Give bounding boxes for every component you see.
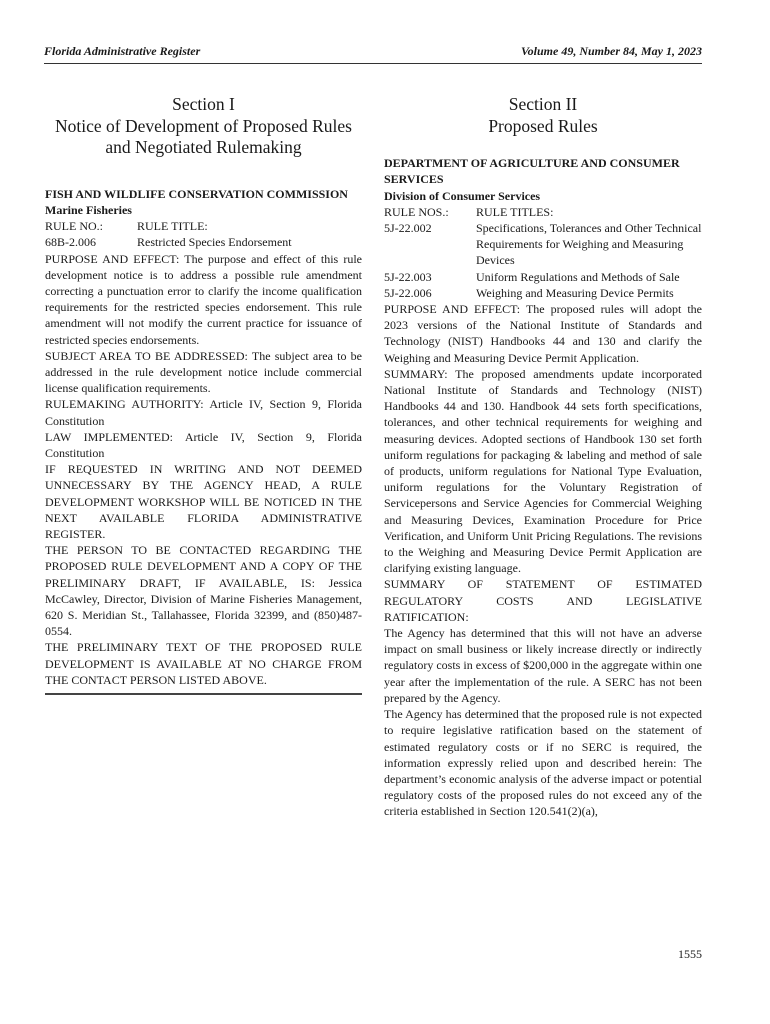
section-ii-heading xyxy=(384,94,702,137)
right-column xyxy=(384,94,702,820)
subject-area-paragraph: SUBJECT AREA TO BE ADDRESSED: The subject area to be addressed in the rule development notice include commercial license qualification requirements. xyxy=(45,348,362,396)
division-name: Division of Consumer Services xyxy=(384,188,541,203)
preliminary-text-paragraph: THE PRELIMINARY TEXT OF THE PROPOSED RULE DEVELOPMENT IS AVAILABLE AT NO CHARGE FROM THE CONTACT PERSON LISTED ABOVE. xyxy=(45,640,362,687)
ratification-paragraph: The Agency has determined that the proposed rule is not expected to require legislative ratification based on the statement of estimated regulatory costs or if no SERC is required, the information expressly relied upon and described herein: The department’s economic analysis of the adverse impact or potential regulatory costs of the proposed rules do not exceed any of the criteria established in Section 120.541(2)(a), xyxy=(384,707,702,819)
section-title-line: Section II xyxy=(508,94,578,114)
purpose-paragraph: PURPOSE AND EFFECT: The purpose and effect of this rule development notice is to address a possible rule amendment correcting a punctuation error to clarify the income qualification requirements for the restricted species endorsement. This rule amendment will not modify the current practice for issuance of restricted species endorsements. xyxy=(45,251,362,347)
rule-labels-row xyxy=(384,204,702,220)
workshop-notice: IF REQUESTED IN WRITING AND NOT DEEMED UNNECESSARY BY THE AGENCY HEAD, A RULE DEVELOPMENT WORKSHOP WILL BE NOTICED IN THE NEXT AVAILABLE FLORIDA ADMINISTRATIVE REGISTER. xyxy=(45,462,362,542)
rule-title: Uniform Regulations and Methods of Sale xyxy=(476,269,680,284)
rule-title-label: RULE TITLE: xyxy=(137,219,208,234)
section-title-line: Notice of Development of Proposed Rules xyxy=(55,115,352,136)
serc-paragraph: The Agency has determined that this will not have an adverse impact on small business or likely increase directly or indirectly regulatory costs in excess of $200,000 in the aggregate within one year after the implementation of the rule. A SERC has not been prepared by the Agency. xyxy=(384,626,702,705)
notice-end-rule xyxy=(45,693,362,695)
contact-paragraph: THE PERSON TO BE CONTACTED REGARDING THE PROPOSED RULE DEVELOPMENT AND A COPY OF THE PRELIMINARY DRAFT, IF AVAILABLE, IS: Jessica McCawley, Director, Division of Marine Fisheries Management, 620 S. Meridian St., Tallahassee, Florida 32399, and (850)487-0554. xyxy=(45,543,362,639)
summary-paragraph: SUMMARY: The proposed amendments update incorporated National Institute of Standards and Technology (NIST) Handbooks 44 and 130. Handbook 44 sets forth specifications, tolerances, and other technical requirements for weighing and measuring devices. Adopted sections of Handbook 130 set forth uniform regulations for packaging & labeling and method of sale of products, uniform regulations for National Type Evaluation, uniform regulations for the Voluntary Registration of Servicepersons and Service Agencies for Commercial Weighing and Measuring Devices, Examination Procedure for Price Verification, and Uniform Unit Pricing Regulations. The revisions to the Weighing and Measuring Device Permit Application are clarifying existing language. xyxy=(384,366,702,576)
agency-name: DEPARTMENT OF AGRICULTURE AND CONSUMER SERVICES xyxy=(384,156,680,187)
serc-heading: SUMMARY OF STATEMENT OF ESTIMATED REGULATORY COSTS AND LEGISLATIVE xyxy=(384,577,702,608)
rule-number: 5J-22.002 xyxy=(384,221,432,235)
section-title-line: Section I xyxy=(172,94,235,114)
section-title-line: Proposed Rules xyxy=(488,115,598,136)
header-rule xyxy=(44,63,702,64)
rule-labels-row xyxy=(45,218,362,234)
law-implemented: LAW IMPLEMENTED: Article IV, Section 9, Florida Constitution xyxy=(45,429,362,461)
purpose-paragraph: PURPOSE AND EFFECT: The proposed rules will adopt the 2023 versions of the National Institute of Standards and Technology (NIST) Handbooks 44 and 130 and clarify the Weighing and Measuring Device Permit Application. xyxy=(384,302,702,365)
rule-row xyxy=(384,285,702,301)
rule-number: 68B-2.006 xyxy=(45,235,96,250)
agency-name: FISH AND WILDLIFE CONSERVATION COMMISSION xyxy=(45,186,348,201)
rule-title: Weighing and Measuring Device Permits xyxy=(476,285,674,300)
rule-no-label: RULE NO.: xyxy=(45,219,103,234)
rule-number: 5J-22.003 xyxy=(384,269,432,284)
left-column xyxy=(45,94,362,695)
rule-title: Restricted Species Endorsement xyxy=(137,235,292,250)
section-i-heading xyxy=(45,94,362,159)
rule-nos-label: RULE NOS.: xyxy=(384,204,449,219)
publication-name: Florida Administrative Register xyxy=(44,44,201,58)
rule-number: 5J-22.006 xyxy=(384,285,432,300)
rule-row xyxy=(45,234,362,250)
rule-row xyxy=(384,220,702,269)
rulemaking-authority: RULEMAKING AUTHORITY: Article IV, Section 9, Florida Constitution xyxy=(45,397,362,428)
rule-row xyxy=(384,269,702,285)
division-name: Marine Fisheries xyxy=(45,202,132,217)
rule-titles-label: RULE TITLES: xyxy=(476,204,554,219)
page-number: 1555 xyxy=(678,947,702,961)
serc-heading-end: RATIFICATION: xyxy=(384,609,469,624)
rule-title: Specifications, Tolerances and Other Technical Requirements for Weighing and Measuring Devices xyxy=(476,221,702,268)
section-title-line: and Negotiated Rulemaking xyxy=(105,137,302,158)
volume-info: Volume 49, Number 84, May 1, 2023 xyxy=(520,44,702,58)
